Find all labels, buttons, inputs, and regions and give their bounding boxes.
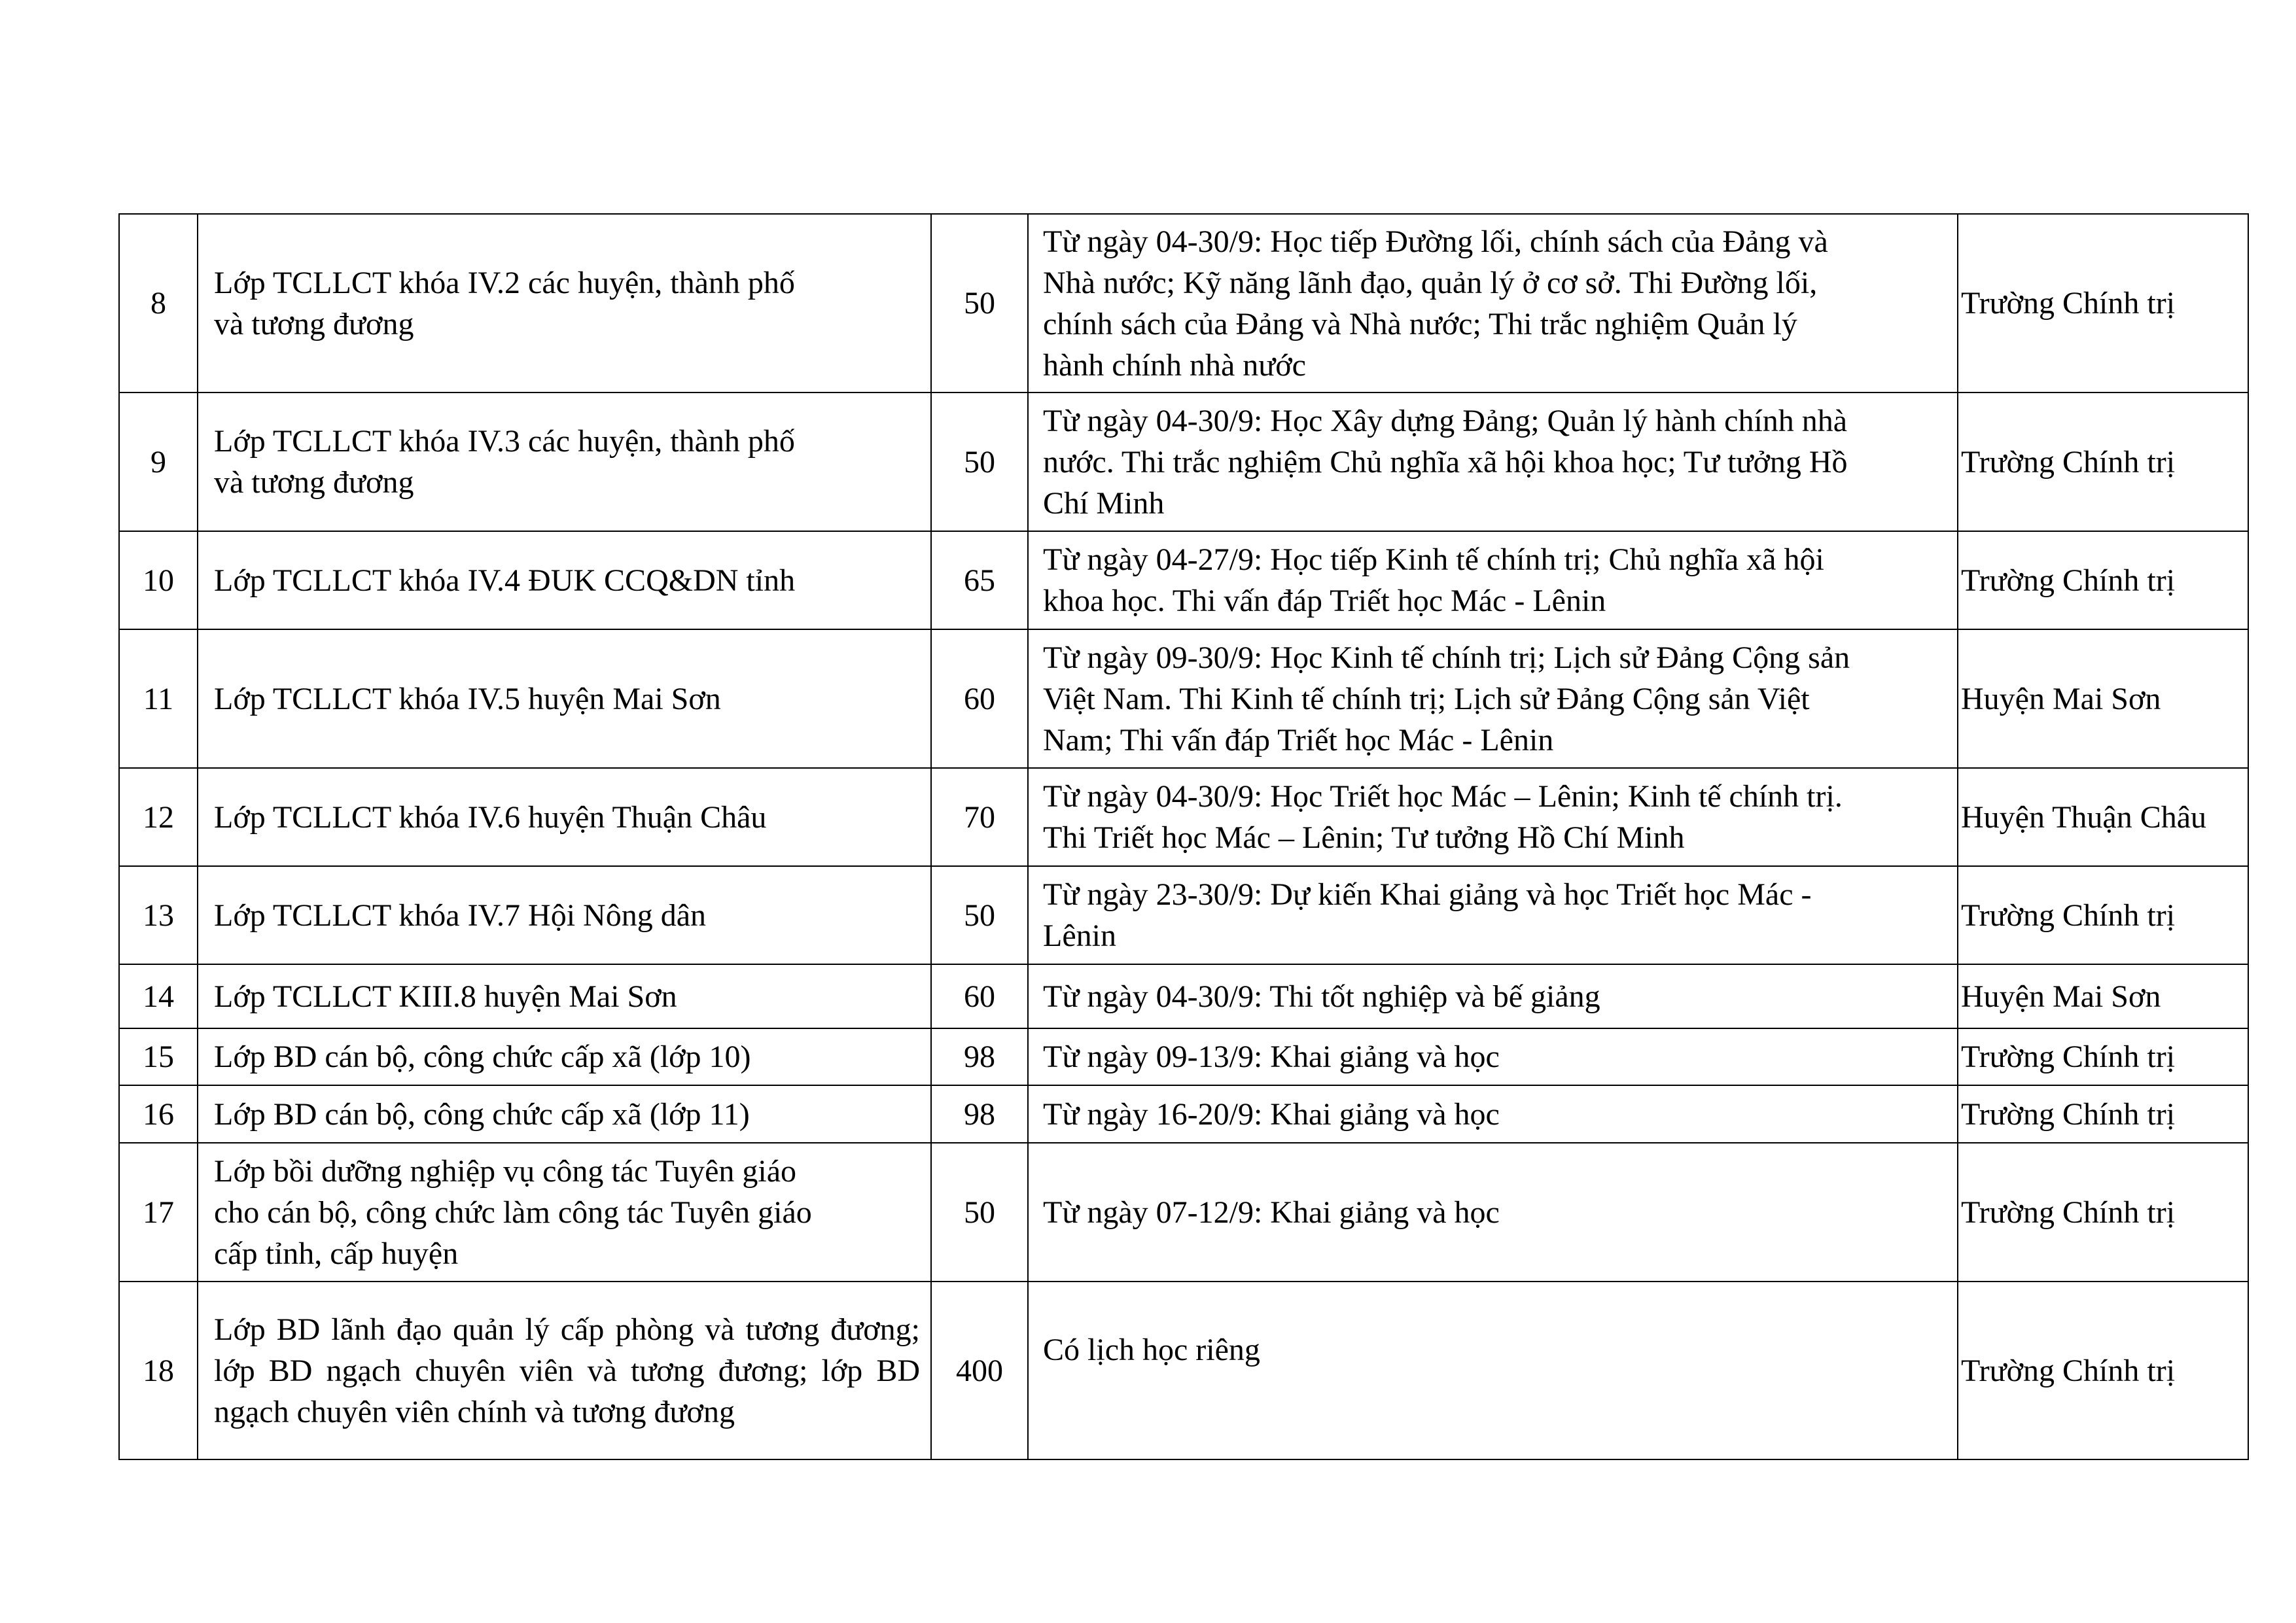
table-row <box>119 866 2248 964</box>
table-row <box>119 964 2248 1028</box>
table-row <box>119 214 2248 393</box>
student-count: 50 <box>931 214 1028 393</box>
table-row <box>119 1282 2248 1459</box>
row-number: 16 <box>119 1085 198 1143</box>
location-cell: Huyện Thuận Châu <box>1958 768 2248 866</box>
student-count: 50 <box>931 1143 1028 1282</box>
row-number: 11 <box>119 629 198 768</box>
content-cell: Từ ngày 04-30/9: Học tiếp Đường lối, chính sách của Đảng và Nhà nước; Kỹ năng lãnh đạo, quản lý ở cơ sở. Thi Đường lối, chính sách của Đảng và Nhà nước; Thi trắc nghiệm Quản lý hành chính nhà nước <box>1028 214 1958 393</box>
location-cell: Huyện Mai Sơn <box>1958 629 2248 768</box>
student-count: 60 <box>931 629 1028 768</box>
student-count: 70 <box>931 768 1028 866</box>
content-cell: Từ ngày 09-30/9: Học Kinh tế chính trị; Lịch sử Đảng Cộng sản Việt Nam. Thi Kinh tế chính trị; Lịch sử Đảng Cộng sản Việt Nam; Thi vấn đáp Triết học Mác - Lênin <box>1028 629 1958 768</box>
content-cell: Từ ngày 04-30/9: Thi tốt nghiệp và bế giảng <box>1028 964 1958 1028</box>
student-count: 98 <box>931 1085 1028 1143</box>
row-number: 17 <box>119 1143 198 1282</box>
table-row <box>119 1085 2248 1143</box>
content-cell: Từ ngày 04-30/9: Học Xây dựng Đảng; Quản lý hành chính nhà nước. Thi trắc nghiệm Chủ nghĩa xã hội khoa học; Tư tưởng Hồ Chí Minh <box>1028 393 1958 531</box>
content-cell: Từ ngày 23-30/9: Dự kiến Khai giảng và học Triết học Mác - Lênin <box>1028 866 1958 964</box>
table-row <box>119 629 2248 768</box>
row-number: 13 <box>119 866 198 964</box>
location-cell: Trường Chính trị <box>1958 1028 2248 1085</box>
table-body <box>119 214 2248 1459</box>
class-name-cell: Lớp TCLLCT khóa IV.3 các huyện, thành phố và tương đương <box>198 393 931 531</box>
class-name-cell: Lớp TCLLCT khóa IV.7 Hội Nông dân <box>198 866 931 964</box>
row-number: 18 <box>119 1282 198 1459</box>
table-row <box>119 1028 2248 1085</box>
row-number: 8 <box>119 214 198 393</box>
table-row <box>119 768 2248 866</box>
table-row <box>119 1143 2248 1282</box>
content-cell: Từ ngày 09-13/9: Khai giảng và học <box>1028 1028 1958 1085</box>
class-name-cell: Lớp bồi dưỡng nghiệp vụ công tác Tuyên giáo cho cán bộ, công chức làm công tác Tuyên giáo cấp tỉnh, cấp huyện <box>198 1143 931 1282</box>
student-count: 65 <box>931 531 1028 629</box>
student-count: 98 <box>931 1028 1028 1085</box>
location-cell: Huyện Mai Sơn <box>1958 964 2248 1028</box>
content-cell: Từ ngày 16-20/9: Khai giảng và học <box>1028 1085 1958 1143</box>
row-number: 10 <box>119 531 198 629</box>
class-name-cell: Lớp TCLLCT khóa IV.6 huyện Thuận Châu <box>198 768 931 866</box>
location-cell: Trường Chính trị <box>1958 1085 2248 1143</box>
student-count: 50 <box>931 866 1028 964</box>
content-cell: Từ ngày 07-12/9: Khai giảng và học <box>1028 1143 1958 1282</box>
student-count: 60 <box>931 964 1028 1028</box>
class-name-cell: Lớp BD cán bộ, công chức cấp xã (lớp 10) <box>198 1028 931 1085</box>
content-cell: Từ ngày 04-30/9: Học Triết học Mác – Lênin; Kinh tế chính trị. Thi Triết học Mác – Lênin; Tư tưởng Hồ Chí Minh <box>1028 768 1958 866</box>
location-cell: Trường Chính trị <box>1958 214 2248 393</box>
location-cell: Trường Chính trị <box>1958 866 2248 964</box>
schedule-table <box>118 213 2249 1460</box>
row-number: 14 <box>119 964 198 1028</box>
content-cell: Có lịch học riêng <box>1028 1282 1958 1459</box>
location-cell: Trường Chính trị <box>1958 1282 2248 1459</box>
location-cell: Trường Chính trị <box>1958 531 2248 629</box>
location-cell: Trường Chính trị <box>1958 1143 2248 1282</box>
student-count: 400 <box>931 1282 1028 1459</box>
class-name-cell: Lớp BD lãnh đạo quản lý cấp phòng và tương đương; lớp BD ngạch chuyên viên và tương đương; lớp BD ngạch chuyên viên chính và tương đương <box>198 1282 931 1459</box>
row-number: 15 <box>119 1028 198 1085</box>
table-row <box>119 531 2248 629</box>
class-name-cell: Lớp TCLLCT khóa IV.2 các huyện, thành phố và tương đương <box>198 214 931 393</box>
class-name-cell: Lớp TCLLCT khóa IV.5 huyện Mai Sơn <box>198 629 931 768</box>
row-number: 9 <box>119 393 198 531</box>
location-cell: Trường Chính trị <box>1958 393 2248 531</box>
class-name-cell: Lớp TCLLCT khóa IV.4 ĐUK CCQ&DN tỉnh <box>198 531 931 629</box>
table-row <box>119 393 2248 531</box>
class-name-cell: Lớp BD cán bộ, công chức cấp xã (lớp 11) <box>198 1085 931 1143</box>
class-name-cell: Lớp TCLLCT KIII.8 huyện Mai Sơn <box>198 964 931 1028</box>
content-cell: Từ ngày 04-27/9: Học tiếp Kinh tế chính trị; Chủ nghĩa xã hội khoa học. Thi vấn đáp Triết học Mác - Lênin <box>1028 531 1958 629</box>
row-number: 12 <box>119 768 198 866</box>
student-count: 50 <box>931 393 1028 531</box>
